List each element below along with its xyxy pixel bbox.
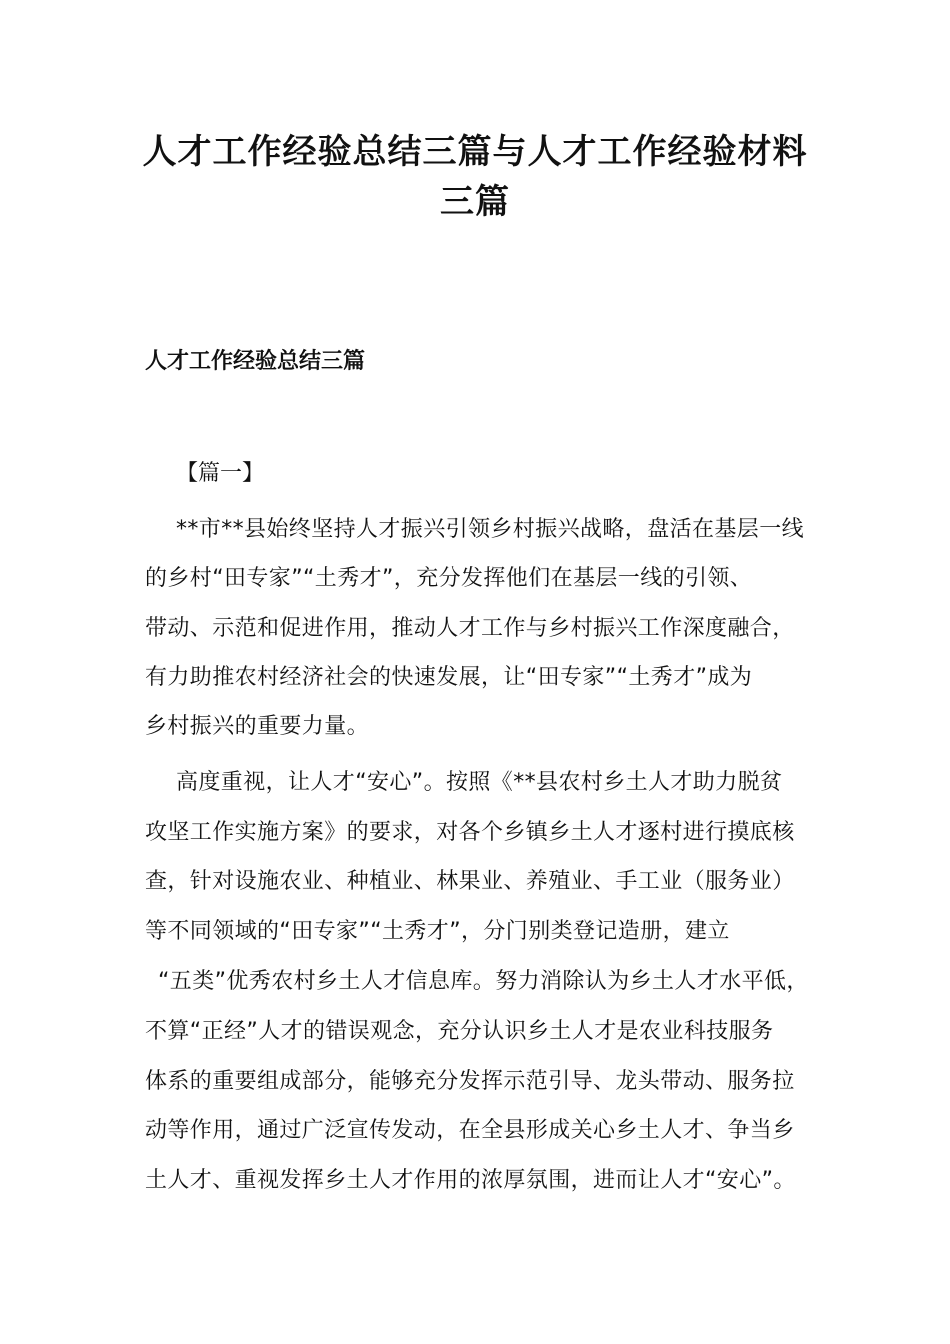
section-heading: 人才工作经验总结三篇 <box>145 349 366 374</box>
paragraph-1-line: 带动、示范和促进作用，推动人才工作与乡村振兴工作深度融合， <box>145 616 795 641</box>
paragraph-2-line: 体系的重要组成部分，能够充分发挥示范引导、龙头带动、服务拉 <box>145 1069 795 1094</box>
paragraph-2-line: “五类”优秀农村乡土人才信息库。努力消除认为乡土人才水平低， <box>158 969 809 994</box>
paragraph-2-line: 高度重视，让人才“安心”。按照《**县农村乡土人才助力脱贫 <box>176 770 783 795</box>
paragraph-2-line: 攻坚工作实施方案》的要求，对各个乡镇乡土人才逐村进行摸底核 <box>145 820 795 845</box>
paragraph-2-line: 土人才、重视发挥乡土人才作用的浓厚氛围，进而让人才“安心”。 <box>145 1168 796 1193</box>
paragraph-2-line: 等不同领域的“田专家”“土秀才”，分门别类登记造册，建立 <box>145 919 730 944</box>
paragraph-1-line: **市**县始终坚持人才振兴引领乡村振兴战略，盘活在基层一线 <box>176 517 805 542</box>
document-title-line-1: 人才工作经验总结三篇与人才工作经验材料 <box>142 132 808 172</box>
paragraph-2-line: 不算“正经”人才的错误观念，充分认识乡土人才是农业科技服务 <box>145 1019 774 1044</box>
paragraph-1-line: 乡村振兴的重要力量。 <box>145 714 370 739</box>
document-title-line-2: 三篇 <box>440 182 510 222</box>
paragraph-1-line: 有力助推农村经济社会的快速发展，让“田专家”“土秀才”成为 <box>145 665 753 690</box>
paragraph-2-line: 查，针对设施农业、种植业、林果业、养殖业、手工业（服务业） <box>145 869 795 894</box>
paragraph-2-line: 动等作用，通过广泛宣传发动，在全县形成关心乡土人才、争当乡 <box>145 1118 795 1143</box>
paragraph-1-line: 的乡村“田专家”“土秀才”，充分发挥他们在基层一线的引领、 <box>145 566 753 591</box>
part-label: 【篇一】 <box>176 461 265 486</box>
